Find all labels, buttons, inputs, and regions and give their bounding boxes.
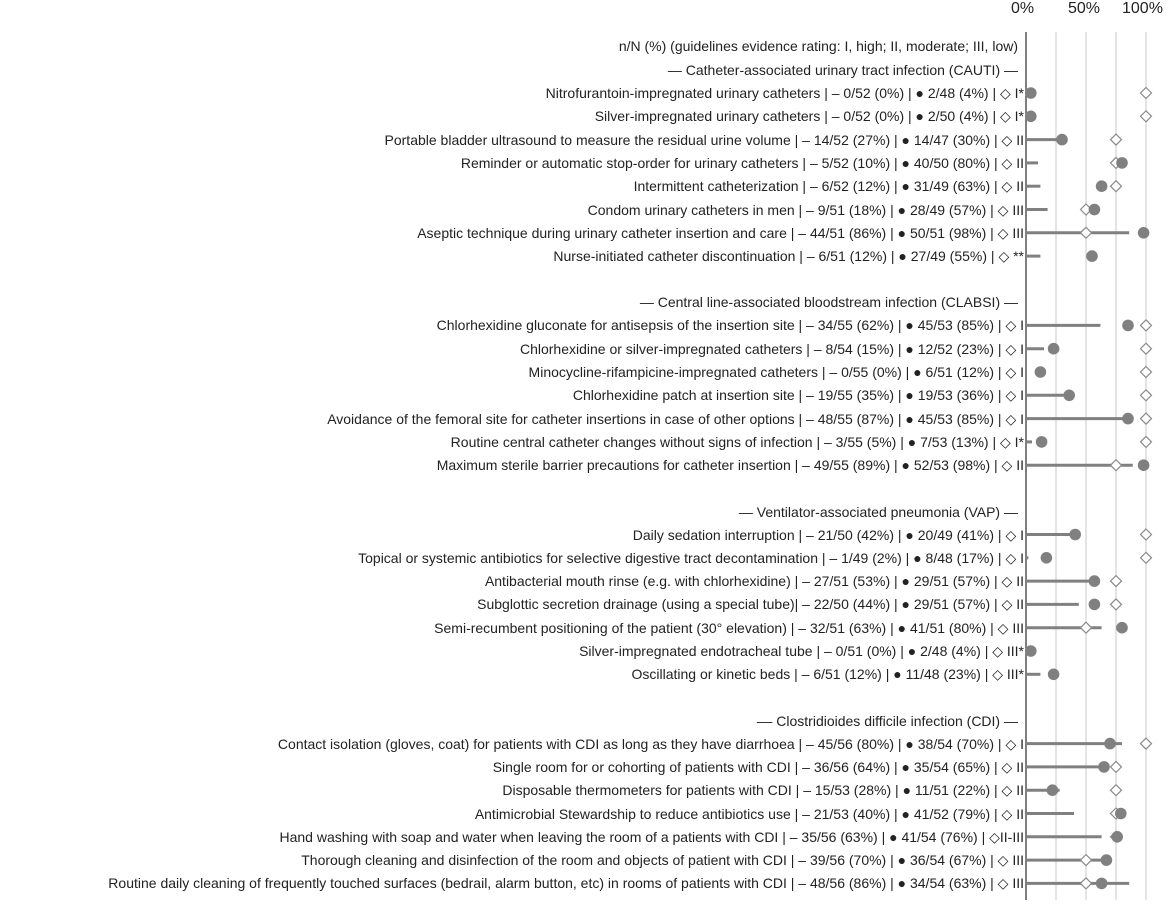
dot-marker: [1096, 878, 1108, 890]
row-label: Nitrofurantoin-impregnated urinary catheters | – 0/52 (0%) | ● 2/48 (4%) | ◇ I*: [545, 85, 1024, 101]
dot-marker: [1036, 436, 1048, 448]
row-label: Contact isolation (gloves, coat) for patients with CDI as long as they have diarrhoea | – 45/56 (80%) | ● 38/54 (70%) | ◇ I: [277, 735, 1024, 752]
row-label: Routine central catheter changes without signs of infection | – 3/55 (5%) | ● 7/53 (13%) | ◇ I*: [450, 433, 1024, 450]
row-label: Nurse-initiated catheter discontinuation | – 6/51 (12%) | ● 27/49 (55%) | ◇ **: [553, 248, 1024, 265]
diamond-marker: [1111, 134, 1122, 145]
dot-marker: [1025, 645, 1037, 657]
dot-marker: [1069, 529, 1081, 541]
diamond-marker: [1141, 529, 1152, 540]
dot-marker: [1111, 831, 1123, 843]
row-label: Intermittent catheterization | – 6/52 (12%) | ● 31/49 (63%) | ◇ II: [633, 178, 1024, 195]
diamond-marker: [1141, 552, 1152, 563]
diamond-marker: [1081, 227, 1092, 238]
diamond-marker: [1141, 320, 1152, 331]
row-label: Portable bladder ultrasound to measure the residual urine volume | – 14/52 (27%) | ● 14/47 (30%) | ◇ II: [384, 131, 1024, 148]
dot-marker: [1025, 87, 1037, 99]
row-label: Oscillating or kinetic beds | – 6/51 (12%) | ● 11/48 (23%) | ◇ III*: [631, 666, 1024, 683]
diamond-marker: [1111, 785, 1122, 796]
row-label: Chlorhexidine or silver-impregnated catheters | – 8/54 (15%) | ● 12/52 (23%) | ◇ I: [519, 340, 1024, 357]
diamond-marker: [1141, 343, 1152, 354]
dot-marker: [1116, 157, 1128, 169]
diamond-marker: [1081, 622, 1092, 633]
dot-marker: [1041, 552, 1053, 564]
row-label: Daily sedation interruption | – 21/50 (42%) | ● 20/49 (41%) | ◇ I: [632, 526, 1024, 543]
dot-marker: [1086, 250, 1098, 262]
dot-marker: [1098, 761, 1110, 773]
dot-marker: [1138, 227, 1150, 239]
x-tick-50: 50%: [1068, 0, 1101, 17]
section-title: — Central line-associated bloodstream infection (CLABSI) —: [639, 294, 1018, 311]
row-label: Maximum sterile barrier precautions for catheter insertion | – 49/55 (89%) | ● 52/53 (98%) | ◇ II: [436, 457, 1024, 474]
diamond-marker: [1111, 761, 1122, 772]
row-label: Chlorhexidine patch at insertion site | – 19/55 (35%) | ● 19/53 (36%) | ◇ I: [572, 387, 1024, 404]
dot-marker: [1101, 854, 1113, 866]
x-tick-0: 0%: [1011, 0, 1035, 17]
diamond-marker: [1141, 413, 1152, 424]
diamond-marker: [1081, 878, 1092, 889]
row-label: Silver-impregnated urinary catheters | – 0/52 (0%) | ● 2/50 (4%) | ◇ I*: [594, 108, 1024, 125]
dot-marker: [1056, 134, 1068, 146]
row-label: Disposable thermometers for patients with CDI | – 15/53 (28%) | ● 11/51 (22%) | ◇ II: [502, 782, 1024, 799]
dot-marker: [1104, 738, 1116, 750]
diamond-marker: [1111, 460, 1122, 471]
diamond-marker: [1111, 181, 1122, 192]
dot-marker: [1063, 390, 1075, 402]
dot-marker: [1096, 180, 1108, 192]
row-label: Routine daily cleaning of frequently touched surfaces (bedrail, alarm button, etc) in rooms of patients with CDI | – 48/56 (86%) | ● 34/54 (63%) | ◇ III: [108, 875, 1024, 892]
dot-marker: [1089, 575, 1101, 587]
dot-marker: [1122, 413, 1134, 425]
dot-marker: [1122, 320, 1134, 332]
diamond-marker: [1081, 855, 1092, 866]
diamond-marker: [1141, 436, 1152, 447]
diamond-marker: [1141, 738, 1152, 749]
diamond-marker: [1141, 390, 1152, 401]
evidence-note: n/N (%) (guidelines evidence rating: I, high; II, moderate; III, low): [618, 38, 1018, 54]
dot-marker: [1047, 784, 1059, 796]
dot-marker: [1048, 343, 1060, 355]
dot-marker: [1138, 459, 1150, 471]
row-label: Hand washing with soap and water when leaving the room of a patients with CDI | – 35/56 (63%) | ● 41/54 (76%) | ◇II-III: [279, 828, 1024, 845]
diamond-marker: [1111, 576, 1122, 587]
row-label: Avoidance of the femoral site for catheter insertions in case of other options | – 48/55 (87%) | ● 45/53 (85%) | ◇ I: [327, 410, 1024, 427]
row-label: Antimicrobial Stewardship to reduce antibiotics use | – 21/53 (40%) | ● 41/52 (79%) | ◇ II: [474, 805, 1024, 822]
dot-marker: [1089, 204, 1101, 216]
diamond-marker: [1111, 599, 1122, 610]
section-title: — Ventilator-associated pneumonia (VAP) —: [738, 503, 1018, 520]
dot-marker: [1048, 669, 1060, 681]
row-label: Condom urinary catheters in men | – 9/51 (18%) | ● 28/49 (57%) | ◇ III: [587, 201, 1024, 218]
dot-marker: [1089, 599, 1101, 611]
row-label: Reminder or automatic stop-order for urinary catheters | – 5/52 (10%) | ● 40/50 (80%) | ◇ II: [460, 154, 1024, 171]
row-label: Antibacterial mouth rinse (e.g. with chlorhexidine) | – 27/51 (53%) | ● 29/51 (57%) | ◇ II: [484, 573, 1024, 590]
dot-marker: [1035, 366, 1047, 378]
diamond-marker: [1141, 111, 1152, 122]
row-label: Subglottic secretion drainage (using a special tube)| – 22/50 (44%) | ● 29/51 (57%) | ◇ II: [477, 596, 1024, 613]
row-label: Thorough cleaning and disinfection of the room and objects of patient with CDI | – 39/56 (70%) | ● 36/54 (67%) | ◇ III: [301, 852, 1024, 869]
row-label: Chlorhexidine gluconate for antisepsis of the insertion site | – 34/55 (62%) | ● 45/53 (85%) | ◇ I: [436, 317, 1024, 334]
diamond-marker: [1141, 367, 1152, 378]
row-label: Silver-impregnated endotracheal tube | – 0/51 (0%) | ● 2/48 (4%) | ◇ III*: [579, 643, 1024, 659]
row-label: Aseptic technique during urinary catheter insertion and care | – 44/51 (86%) | ● 50/51 (98%) | ◇ III: [417, 224, 1024, 241]
row-label: Minocycline-rifampicine-impregnated catheters | – 0/55 (0%) | ● 6/51 (12%) | ◇ I: [528, 364, 1024, 380]
diamond-marker: [1141, 88, 1152, 99]
dot-marker: [1116, 622, 1128, 634]
row-label: Semi-recumbent positioning of the patient (30° elevation) | – 32/51 (63%) | ● 41/51 (80%) | ◇ III: [434, 619, 1024, 636]
row-label: Topical or systemic antibiotics for selective digestive tract decontamination | – 1/49 (2%) | ● 8/48 (17%) | ◇ I: [358, 549, 1024, 566]
section-title: –– Clostridioides difficile infection (CDI) —: [756, 712, 1018, 729]
section-title: — Catheter-associated urinary tract infection (CAUTI) —: [667, 62, 1018, 78]
dot-marker: [1115, 808, 1127, 820]
x-tick-100: 100%: [1122, 0, 1163, 17]
row-label: Single room for or cohorting of patients with CDI | – 36/56 (64%) | ● 35/54 (65%) | ◇ II: [492, 758, 1024, 775]
dot-marker: [1025, 111, 1037, 123]
